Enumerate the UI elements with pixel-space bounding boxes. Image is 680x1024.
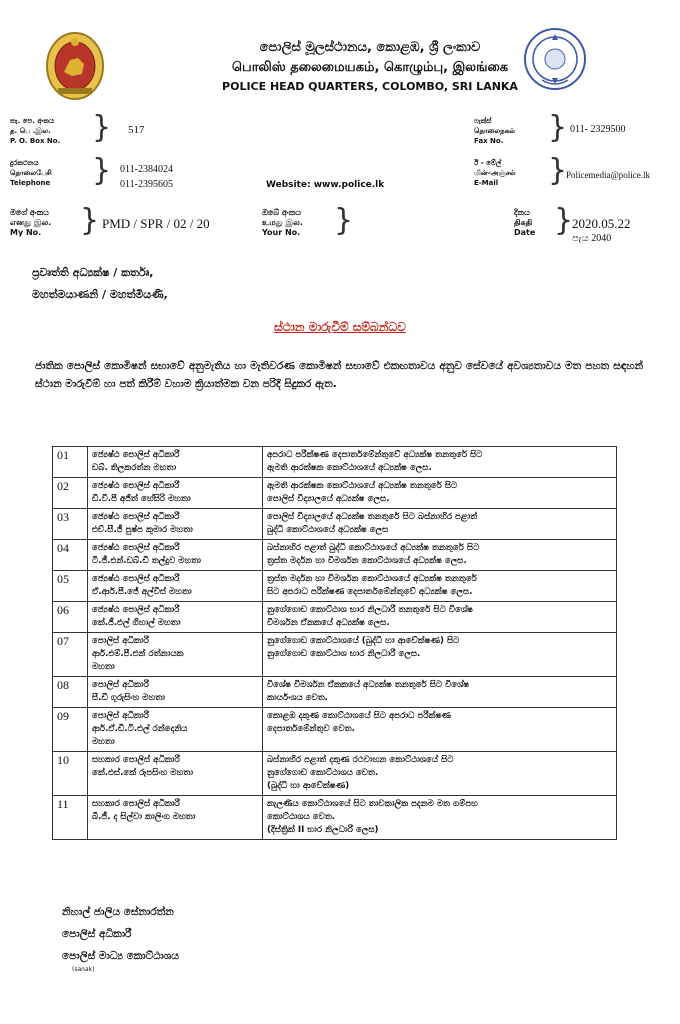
transfer-description (263, 602, 617, 633)
officer-name (88, 447, 263, 478)
table-row (53, 447, 617, 478)
website: Website: www.police.lk (266, 180, 385, 190)
officer-name (88, 478, 263, 509)
officer-name (88, 708, 263, 752)
officer-name-line: ජ්‍යෙෂ්ඨ පොලිස් අධිකාරී (92, 605, 180, 615)
brace: } (80, 203, 100, 238)
transfer-description-line: සිට අපරාධ පරීක්ෂණ දෙපාර්තමේන්තුවේ අධ්‍යක්ෂ ලෙස. (267, 587, 473, 597)
officer-name-line: කේ.එස්.කේ රූපසිංහ මහතා (92, 768, 194, 778)
officer-name-line: බී.ජී. ද සිල්වා කාලිංග මහතා (92, 812, 196, 822)
transfer-description-line: නුගේගොඩ කොට්ඨාශය වෙත. (267, 768, 379, 778)
transfer-description (263, 447, 617, 478)
telephone-value-1: 011-2384024 (120, 164, 173, 175)
officer-name-line: පොලිස් අධිකාරී (92, 636, 149, 646)
officer-name-line: ආර්.එම්.පී.එන් රත්නායක (92, 649, 184, 659)
table-row (53, 571, 617, 602)
transfer-description-line: දෙපාර්තමේන්තුව වෙත. (267, 724, 355, 734)
transfer-description-line: පොලිස් විද්‍යාලයේ අධ්‍යක්ෂ ලෙස. (267, 494, 390, 504)
row-number: 10 (53, 752, 88, 796)
transfer-description-line: කාර්යංශය වෙත. (267, 693, 328, 703)
officer-name (88, 796, 263, 840)
officer-name (88, 571, 263, 602)
table-row (53, 540, 617, 571)
transfer-description-line: පොලිස් විද්‍යාලයේ අධ්‍යක්ෂ තනතුරේ සිට බස්නාහිර පළාත් (267, 512, 478, 522)
brace: } (548, 110, 568, 145)
transfer-description-line: කැලණිය කොට්ඨාශයේ සිට තාවකාලික පදනම මත ගම්පහ (267, 799, 478, 809)
officer-name-line: මහතා (92, 737, 115, 747)
transfer-description-line: ත්‍රස්ත මර්දන හා විමර්ශන කොට්ඨාශයේ අධ්‍යක්ෂ තනතුරේ (267, 574, 477, 584)
officer-name-line: සහකාර පොලිස් අධිකාරී (92, 799, 180, 809)
brace: } (92, 153, 112, 188)
officer-name-line: ඩී.වී.පී අජිත් හේසිරි මහතා (92, 494, 191, 504)
officer-name (88, 509, 263, 540)
table-row (53, 633, 617, 677)
officer-name (88, 540, 263, 571)
transfer-description (263, 509, 617, 540)
row-number: 08 (53, 677, 88, 708)
transfer-description-line: ත්‍රස්ත මර්දන හා විමර්ශන කොට්ඨාශයේ අධ්‍යක්ෂ ලෙස. (267, 556, 467, 566)
officer-name-line: ඒ.ආර්.පී.ජේ අල්විස් මහතා (92, 587, 192, 597)
officer-name-line: ටී.ජී.එන්.ඩබ්.ඩී තල්දුව මහතා (92, 556, 201, 566)
transfer-description-line: කොට්ඨාශය වෙත. (267, 812, 336, 822)
officer-name-line: එච්.සී.ජී පුෂ්ප කුමාර මහතා (92, 525, 193, 535)
transfers-table (52, 446, 617, 840)
row-number: 01 (53, 447, 88, 478)
telephone-label: දුරකථනය தொலைபேசி Telephone (10, 159, 52, 187)
officer-name-line: ජ්‍යෙෂ්ඨ පොලිස් අධිකාරී (92, 481, 180, 491)
row-number: 04 (53, 540, 88, 571)
intro-paragraph: ජාතික පොලිස් කොමිෂන් සභාවේ අනුමැතිය හා මැතිවරණ කොමිෂන් සභාවේ එකඟතාවය අනුව සේවයේ අවශ්‍යතාවය මත පහත සඳහන් ස්ථාන මාරුවීම් හා පත් කිරීම් වහාම ක්‍රියාත්මක වන පරිදි සිදුකර ඇත. (35, 360, 643, 390)
date-page: පැය 2040 (572, 233, 612, 244)
brace: } (554, 203, 574, 238)
officer-name-line: ආර්.ඒ.ඩී.ටී.එල් රන්දෙනිය (92, 724, 188, 734)
officer-name-line: ජ්‍යෙෂ්ඨ පොලිස් අධිකාරී (92, 450, 180, 460)
date-label: දිනය திகதி Date (514, 208, 536, 237)
row-number: 03 (53, 509, 88, 540)
table-row (53, 796, 617, 840)
officer-name-line: මහතා (92, 662, 115, 672)
officer-name (88, 633, 263, 677)
transfer-description-line: ඇමති ආරක්ෂක කොට්ඨාශයේ අධ්‍යක්ෂ ලෙස. (267, 463, 432, 473)
signature-title: පොලිස් අධිකාරී (62, 928, 132, 940)
row-number: 09 (53, 708, 88, 752)
email-label: ඊ - මේල් மின்-அஞ்சல் E-Mail (474, 159, 516, 187)
transfer-description (263, 796, 617, 840)
table-row (53, 478, 617, 509)
subject-heading: ස්ථාන මාරුවීම් සම්බන්ධව (274, 320, 406, 334)
brace: } (548, 153, 568, 188)
officer-name (88, 752, 263, 796)
transfer-description (263, 633, 617, 677)
row-number: 05 (53, 571, 88, 602)
row-number: 06 (53, 602, 88, 633)
table-row (53, 752, 617, 796)
row-number: 07 (53, 633, 88, 677)
transfer-description-line: බස්නාහිර පළාත් බුද්ධි කොට්ඨාශයේ අධ්‍යක්ෂ තනතුරේ සිට (267, 543, 480, 553)
transfer-description (263, 540, 617, 571)
transfer-description (263, 571, 617, 602)
table-row (53, 677, 617, 708)
row-number: 11 (53, 796, 88, 840)
officer-name-line: ජ්‍යෙෂ්ඨ පොලිස් අධිකාරී (92, 543, 180, 553)
transfer-description-line: බුද්ධි කොට්ඨාශයේ අධ්‍යක්ෂ ලෙස (267, 525, 389, 535)
my-no-value: PMD / SPR / 02 / 20 (102, 216, 210, 231)
table-row (53, 602, 617, 633)
pobox-label: තැ. පෙ. අංකය த. பெ .இல. P. O. Box No. (10, 117, 61, 145)
email-value: Policemedia@police.lk (566, 170, 651, 180)
transfer-description-line: විමර්ශන ඒකකයේ අධ්‍යක්ෂ ලෙස. (267, 618, 390, 628)
transfer-description-line: (බුද්ධි හා ආවේක්ෂණ) (267, 781, 350, 791)
transfer-description (263, 478, 617, 509)
greeting-line-2: මහත්මයාණනි / මහත්මියණි, (32, 288, 168, 301)
transfer-description-line: නුගේගොඩ කොට්ඨාශයේ (බුද්ධි හා ආවේක්ෂණ) සිට (267, 636, 460, 646)
transfer-description (263, 752, 617, 796)
transfer-description-line: බස්නාහිර පළාත් දකුණ රථවාහන කොට්ඨාශයේ සිට (267, 755, 454, 765)
telephone-value-2: 011-2395605 (120, 179, 173, 190)
my-no-label: මගේ අංකය எனது இல. My No. (10, 208, 52, 237)
greeting-line-1: ප්‍රවෘත්ති අධ්‍යක්ෂ / කර්තෘ, (32, 266, 154, 279)
officer-name-line: ජ්‍යෙෂ්ඨ පොලිස් අධිකාරී (92, 512, 180, 522)
fax-value: 011- 2329500 (570, 124, 626, 135)
transfer-description-line: නුගේගොඩ කොට්ඨාශ භාර නිලධාරී තනතුරේ සිට විශේෂ (267, 605, 473, 615)
transfer-description-line: (දිස්ත්‍රික් II භාර නිලධාරී ලෙස) (267, 825, 379, 835)
transfer-description-line: කොළඹ දකුණ කොට්ඨාශයේ සිට අපරාධ පරීක්ෂණ (267, 711, 451, 721)
transfer-description-line: අපරාධ පරීක්ෂණ දෙපාර්තමේන්තුවේ අධ්‍යක්ෂ තනතුරේ සිට (267, 450, 483, 460)
fax-label: ෆැක්ස් தொலைநகல் Fax No. (474, 117, 515, 145)
officer-name-line: පොලිස් අධිකාරී (92, 711, 149, 721)
transfer-description (263, 677, 617, 708)
header-tamil: பொலிஸ் தலைமையகம், கொழும்பு, இலங்கை (231, 60, 509, 75)
officer-name-line: කේ.ජී.එල් ගිහාල් මහතා (92, 618, 181, 628)
officer-name-line: ජ්‍යෙෂ්ඨ පොලිස් අධිකාරී (92, 574, 180, 584)
table-row (53, 509, 617, 540)
transfer-description-line: විශේෂ විමර්ශන ඒකකයේ අධ්‍යක්ෂ තනතුරේ සිට විශේෂ (267, 680, 470, 690)
brace: } (334, 203, 354, 238)
header-sinhala: පොලිස් මූලස්ථානය, කොළඹ, ශ්‍රී ලංකාව (259, 40, 481, 55)
table-row (53, 708, 617, 752)
officer-name (88, 602, 263, 633)
signature-initials: (sanak) (72, 966, 95, 973)
transfer-description-line: නුගේගොඩ කොට්ඨාශ භාර නිලධාරී ලෙස. (267, 649, 421, 659)
officer-name (88, 677, 263, 708)
brace: } (92, 110, 112, 145)
officer-name-line: ඩබ්. තිලකරත්න මහතා (92, 463, 177, 473)
transfer-description-line: ඇමති ආරක්ෂක කොට්ඨාශයේ අධ්‍යක්ෂ තනතුරේ සිට (267, 481, 458, 491)
row-number: 02 (53, 478, 88, 509)
officer-name-line: පොලිස් අධිකාරී (92, 680, 149, 690)
date-value: 2020.05.22 (572, 216, 631, 231)
signature-division: පොලිස් මාධ්‍ය කොට්ඨාශය (62, 950, 179, 962)
header-english: POLICE HEAD QUARTERS, COLOMBO, SRI LANKA (222, 80, 518, 93)
transfer-description (263, 708, 617, 752)
sri-lanka-emblem-icon (44, 30, 106, 102)
your-no-label: ඔබේ අංකය உமது இல. Your No. (262, 208, 303, 237)
pobox-value: 517 (128, 124, 145, 136)
officer-name-line: සහකාර පොලිස් අධිකාරී (92, 755, 180, 765)
officer-name-line: සී.ඩී ගුරුසිංහ මහතා (92, 693, 165, 703)
signature-name: නිහාල් ජාලිය සේනාරත්න (62, 906, 174, 918)
